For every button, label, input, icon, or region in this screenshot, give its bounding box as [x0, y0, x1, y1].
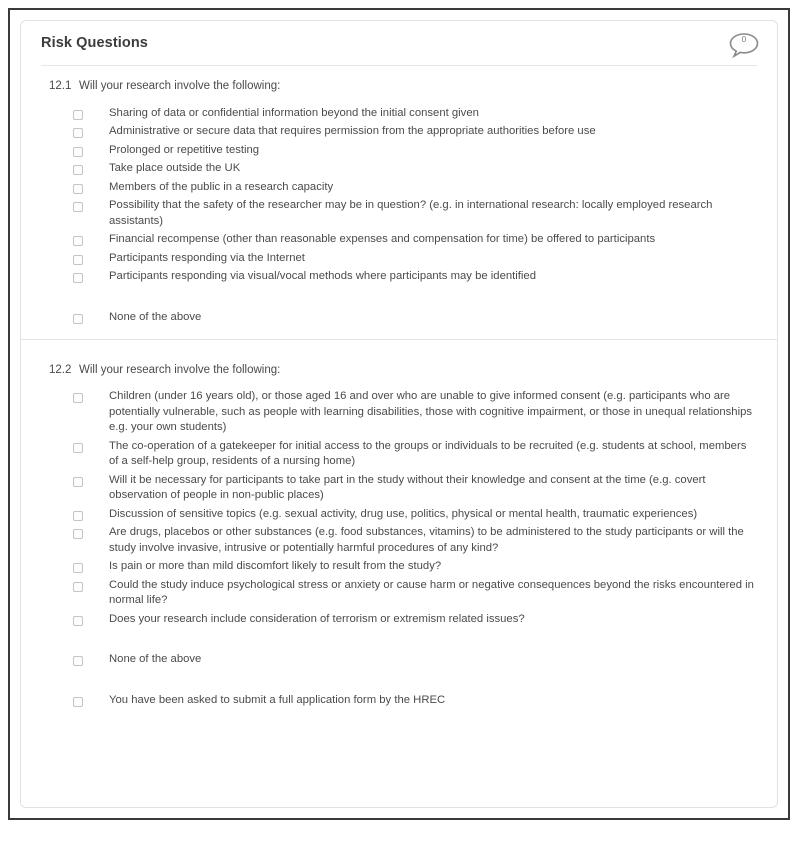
option-row-none-of-the-above[interactable]: [21, 308, 777, 327]
option-row[interactable]: [21, 437, 777, 471]
checkbox[interactable]: [73, 147, 83, 157]
option-label: You have been asked to submit a full application form by the HREC: [109, 693, 446, 706]
checkbox[interactable]: [73, 165, 83, 175]
option-row[interactable]: [21, 231, 777, 250]
option-row[interactable]: [21, 576, 777, 610]
option-label: Are drugs, placebos or other substances (e.g. food substances, vitamins) to be administered to the study participants or will the study involve invasive, intrusive or potentially harmful procedures of any kind?: [109, 526, 744, 554]
option-label: Take place outside the UK: [109, 162, 241, 174]
checkbox[interactable]: [73, 184, 83, 194]
checkbox[interactable]: [73, 563, 83, 573]
section-12-2: [21, 340, 777, 710]
option-label: Does your research include consideration of terrorism or extremism related issues?: [109, 612, 525, 625]
section-number: 12.1: [49, 80, 72, 92]
section-12-1-heading: [21, 80, 777, 92]
section-label: Will your research involve the following:: [79, 80, 281, 92]
card-header: [21, 21, 777, 65]
section-12-1: [21, 66, 777, 339]
option-label: None of the above: [109, 310, 202, 323]
page-title: Risk Questions: [41, 35, 148, 51]
option-row[interactable]: [21, 141, 777, 160]
checkbox[interactable]: [73, 393, 83, 403]
checkbox[interactable]: [73, 202, 83, 212]
option-label: Is pain or more than mild discomfort likely to result from the study?: [109, 560, 442, 572]
option-label: Could the study induce psychological stress or anxiety or cause harm or negative consequences beyond the risks encountered in normal life?: [109, 578, 754, 606]
option-label: Discussion of sensitive topics (e.g. sexual activity, drug use, politics, physical or mental health, traumatic experiences): [109, 507, 698, 520]
option-label: Possibility that the safety of the researcher may be in question? (e.g. in international research: locally employed research assistants): [109, 199, 713, 227]
option-row[interactable]: [21, 160, 777, 179]
checkbox[interactable]: [73, 529, 83, 539]
option-row[interactable]: [21, 558, 777, 577]
checkbox[interactable]: [73, 477, 83, 487]
section-label: Will your research involve the following:: [79, 363, 281, 376]
checkbox[interactable]: [73, 511, 83, 521]
option-row[interactable]: [21, 123, 777, 142]
speech-bubble-icon[interactable]: [727, 30, 761, 60]
option-row[interactable]: [21, 268, 777, 287]
option-row[interactable]: [21, 471, 777, 505]
section-12-2-options: [21, 388, 777, 710]
checkbox[interactable]: [73, 656, 83, 666]
option-label: Sharing of data or confidential information beyond the initial consent given: [109, 106, 479, 119]
option-row[interactable]: [21, 178, 777, 197]
checkbox[interactable]: [73, 616, 83, 626]
option-row[interactable]: [21, 197, 777, 231]
checkbox[interactable]: [73, 443, 83, 453]
option-label: Financial recompense (other than reasonable expenses and compensation for time) be offered to participants: [109, 233, 656, 245]
option-label: The co-operation of a gatekeeper for initial access to the groups or individuals to be recruited (e.g. students at school, members of a self-help group, residents of a nursing home): [109, 439, 747, 467]
checkbox[interactable]: [73, 314, 83, 324]
option-row-none-of-the-above[interactable]: [21, 651, 777, 670]
option-row[interactable]: [21, 104, 777, 123]
option-row[interactable]: [21, 610, 777, 629]
checkbox[interactable]: [73, 582, 83, 592]
option-label: Will it be necessary for participants to take part in the study without their knowledge and consent at the time (e.g. covert observation of people in non-public places): [109, 473, 706, 501]
checkbox[interactable]: [73, 128, 83, 138]
option-row[interactable]: [21, 505, 777, 524]
risk-questions-card: [20, 20, 778, 808]
option-label: Administrative or secure data that requires permission from the appropriate authorities before use: [109, 125, 596, 137]
section-12-1-options: [21, 104, 777, 327]
section-12-2-heading: [21, 364, 777, 376]
option-label: Participants responding via the Internet: [109, 251, 305, 264]
option-label: Participants responding via visual/vocal methods where participants may be identified: [109, 270, 536, 282]
option-row[interactable]: [21, 388, 777, 438]
option-label: Prolonged or repetitive testing: [109, 143, 260, 156]
option-label: None of the above: [109, 653, 202, 665]
option-row[interactable]: [21, 524, 777, 558]
option-row-hrec-full-application[interactable]: [21, 691, 777, 710]
checkbox[interactable]: [73, 236, 83, 246]
checkbox[interactable]: [73, 697, 83, 707]
comment-count: 0: [741, 35, 747, 44]
checkbox[interactable]: [73, 110, 83, 120]
checkbox[interactable]: [73, 273, 83, 283]
section-number: 12.2: [49, 363, 72, 376]
option-label: Children (under 16 years old), or those aged 16 and over who are unable to give informed consent (e.g. participants who are potentially vulnerable, such as people with learning disabilities, those with cognitive impairment, or those in unequal relationships e.g. your own students): [109, 390, 753, 433]
option-label: Members of the public in a research capacity: [109, 180, 334, 193]
checkbox[interactable]: [73, 255, 83, 265]
screenshot-frame: [8, 8, 790, 820]
option-row[interactable]: [21, 249, 777, 268]
